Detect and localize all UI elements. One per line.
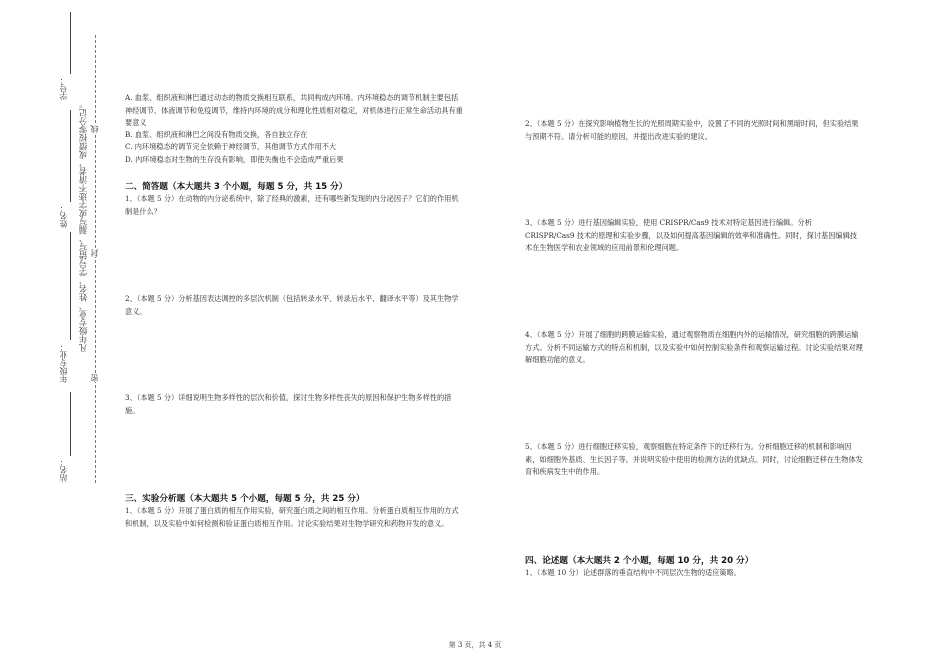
question-2-2: 2、（本题 5 分）分析基因表达调控的多层次机制（包括转录水平、转录后水平、翻译水平等）及其生物学意义。 <box>125 294 459 316</box>
student-id-blank <box>70 12 71 74</box>
section-3-title: 三、实验分析题（本大题共 5 个小题，每题 5 分，共 25 分） <box>125 494 365 504</box>
section-4-title: 四、论述题（本大题共 2 个小题，每题 10 分，共 20 分） <box>525 556 754 566</box>
name-label: 姓名： <box>59 204 68 228</box>
seal-line <box>95 35 96 483</box>
binding-warning: 凡年级专业、姓名、学号错写、漏写或字迹不清者，成绩按零分记。 <box>78 100 88 352</box>
grade-major-label: 年级专业： <box>59 343 68 383</box>
option-d: D. 内环境稳态对生物的生存没有影响，即使失衡也不会造成严重后果 <box>125 155 344 164</box>
seal-mark-xian: 线 <box>90 125 99 133</box>
name-blank <box>70 110 71 202</box>
option-a: A. 血浆、组织液和淋巴通过动态的物质交换相互联系，共同构成内环境。内环境稳态的调节机制主要包括神经调节、体液调节和免疫调节，维持内环境的成分和理化性质相对稳定，对机体进行正常生命活动具有重要意义 <box>125 93 463 127</box>
question-3-4: 4、（本题 5 分）开展了细胞的跨膜运输实验，通过观察物质在细胞内外的运输情况，研究细胞的跨膜运输方式。分析不同运输方式的特点和机制，以及实验中如何控制实验条件和观察运输过程。讨论实验结果对理解细胞功能的意义。 <box>525 330 863 364</box>
question-2-1: 1、（本题 5 分）在动物的内分泌系统中，除了经典的激素，还有哪些新发现的内分泌因子？它们的作用机制是什么？ <box>125 194 459 216</box>
question-3-1: 1、（本题 5 分）开展了蛋白质的相互作用实验，研究蛋白质之间的相互作用。分析蛋白质相互作用的方式和机制，以及实验中如何检测和验证蛋白质相互作用。讨论实验结果对生物学研究和药物开发的意义。 <box>125 506 459 528</box>
seal-mark-feng: 封 <box>90 249 99 257</box>
section-2-title: 二、简答题（本大题共 3 个小题，每题 5 分，共 15 分） <box>125 182 348 192</box>
question-4-1: 1、（本题 10 分）论述群落的垂直结构中不同层次生物的适应策略。 <box>525 568 741 577</box>
station-label: 站名： <box>59 458 68 482</box>
station-blank <box>70 392 71 456</box>
option-c: C. 内环境稳态的调节完全依赖于神经调节，其他调节方式作用不大 <box>125 142 337 151</box>
question-3-5: 5、（本题 5 分）进行细胞迁移实验，观察细胞在特定条件下的迁移行为。分析细胞迁移的机制和影响因素，如细胞外基质、生长因子等。并说明实验中使用的检测方法的优缺点。同时，讨论细胞迁移在生物体发育和疾病发生中的作用。 <box>525 442 863 476</box>
question-2-3: 3、（本题 5 分）详细说明生物多样性的层次和价值，探讨生物多样性丧失的原因和保护生物多样性的措施。 <box>125 393 452 415</box>
student-id-label: 学号： <box>59 76 68 100</box>
question-3-3: 3、（本题 5 分）进行基因编辑实验，使用 CRISPR/Cas9 技术对特定基因进行编辑。分析 CRISPR/Cas9 技术的原理和实验步骤，以及如何提高基因编辑的效率和准确性。同时，探讨基因编辑技术在生物医学和农业领域的应用前景和伦理问题。 <box>525 218 857 252</box>
option-b: B. 血浆、组织液和淋巴之间没有物质交换，各自独立存在 <box>125 130 308 139</box>
question-3-2: 2、（本题 5 分）在探究影响植物生长的光照周期实验中，设置了不同的光照时间和黑暗时间，但实验结果与预期不符。请分析可能的原因，并提出改进实验的建议。 <box>525 119 859 141</box>
seal-mark-mi: 密 <box>90 374 99 382</box>
grade-major-blank <box>70 232 71 340</box>
page-footer: 第 3 页，共 4 页 <box>448 641 502 649</box>
